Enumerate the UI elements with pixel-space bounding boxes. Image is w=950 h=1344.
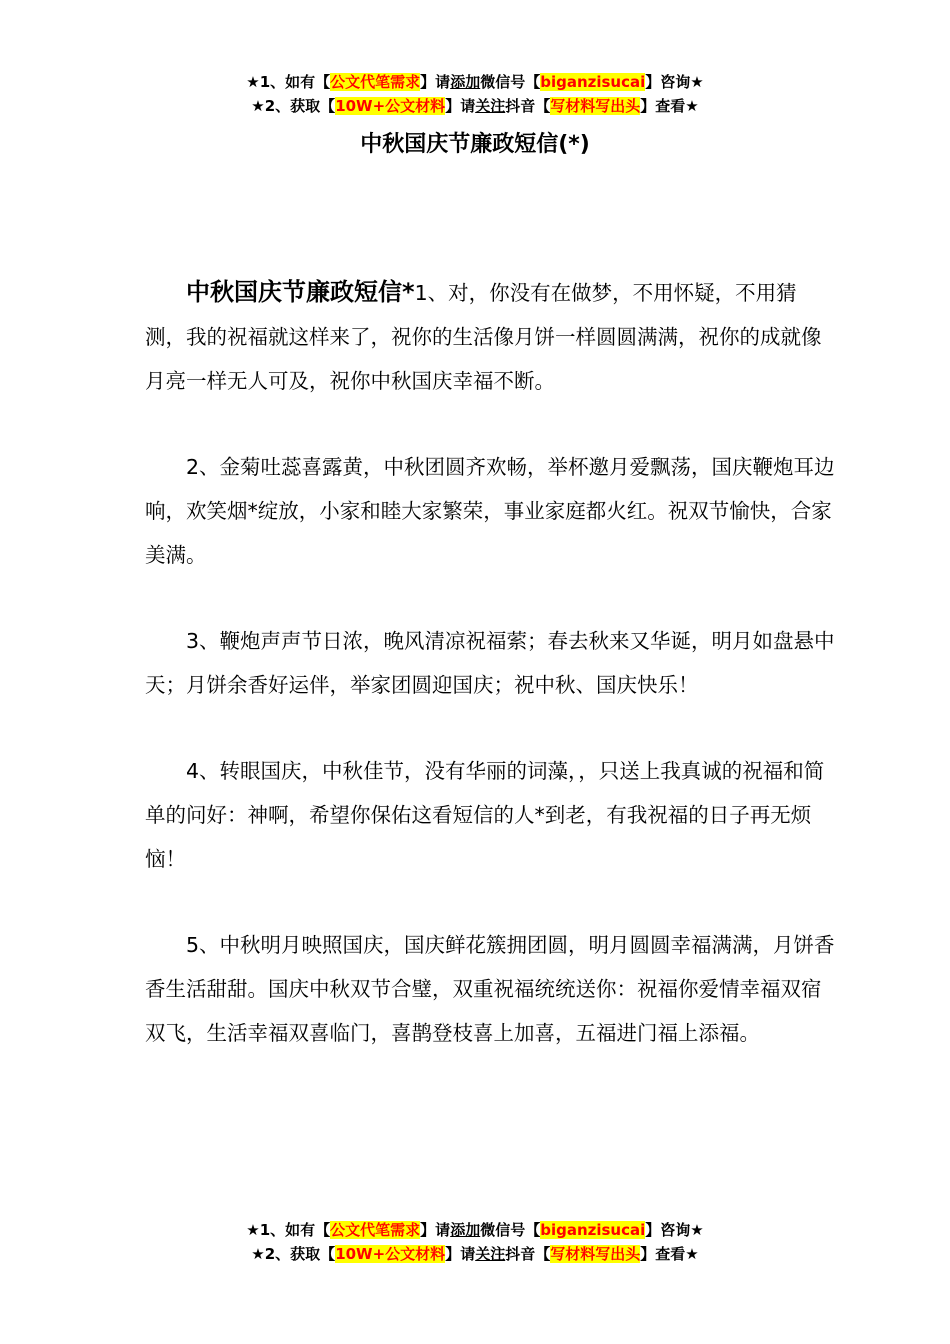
banner-text: ★2、获取【: [251, 97, 336, 115]
banner-text: 微信号【: [480, 73, 541, 91]
highlight-wechat-id: biganzisucai: [540, 1221, 646, 1239]
banner-text: 】请: [445, 97, 476, 115]
banner-text: ★2、获取【: [251, 1245, 336, 1263]
header-banner: [0, 70, 950, 118]
document-title: 中秋国庆节廉政短信(*): [360, 132, 590, 157]
banner-text: 】请: [420, 1221, 451, 1239]
paragraph-5: 5、中秋明月映照国庆，国庆鲜花簇拥团圆，明月圆圆幸福满满，月饼香香生活甜甜。国庆中秋双节合璧，双重祝福统统送你：祝福你爱情幸福双宿双飞，生活幸福双喜临门，喜鹊登枝喜上加喜，五福进门福上添福。: [145, 933, 835, 1045]
banner-text: 】请: [420, 73, 451, 91]
document-body: [145, 270, 835, 1097]
highlight-service: 公文代笔需求: [330, 73, 421, 91]
banner-text: 微信号【: [480, 1221, 541, 1239]
banner-line-2: [0, 1242, 950, 1266]
lead-heading: 中秋国庆节廉政短信*: [186, 278, 415, 306]
highlight-service: 公文代笔需求: [330, 1221, 421, 1239]
banner-text: ★1、如有【: [246, 1221, 331, 1239]
banner-line-1: [0, 70, 950, 94]
banner-text: 抖音【: [505, 97, 551, 115]
banner-line-1: [0, 1218, 950, 1242]
highlight-douyin: 写材料写出头: [550, 97, 641, 115]
banner-text: 】咨询★: [645, 1221, 704, 1239]
paragraph-3: 3、鞭炮声声节日浓，晚风清凉祝福萦；春去秋来又华诞，明月如盘悬中天；月饼余香好运伴，举家团圆迎国庆；祝中秋、国庆快乐！: [145, 629, 835, 697]
highlight-wechat-id: biganzisucai: [540, 73, 646, 91]
highlight-materials: 10W+公文材料: [335, 1245, 446, 1263]
paragraph-1: [145, 270, 835, 403]
underlined-text: 添加: [450, 73, 481, 91]
footer-banner: [0, 1218, 950, 1266]
highlight-douyin: 写材料写出头: [550, 1245, 641, 1263]
banner-text: 】查看★: [640, 1245, 699, 1263]
banner-text: 】查看★: [640, 97, 699, 115]
paragraph-text: 1、对，你没有在做梦，不用怀疑，不用猜测，我的祝福就这样来了，祝你的生活像月饼一样圆圆满满，祝你的成就像月亮一样无人可及，祝你中秋国庆幸福不断。: [145, 281, 822, 393]
banner-text: ★1、如有【: [246, 73, 331, 91]
highlight-materials: 10W+公文材料: [335, 97, 446, 115]
banner-text: 抖音【: [505, 1245, 551, 1263]
underlined-text: 关注: [475, 1245, 506, 1263]
banner-text: 】请: [445, 1245, 476, 1263]
paragraph-2: 2、金菊吐蕊喜露黄，中秋团圆齐欢畅，举杯邀月爱飘荡，国庆鞭炮耳边响，欢笑烟*绽放，小家和睦大家繁荣，事业家庭都火红。祝双节愉快，合家美满。: [145, 455, 835, 567]
banner-line-2: [0, 94, 950, 118]
underlined-text: 添加: [450, 1221, 481, 1239]
paragraph-4: 4、转眼国庆，中秋佳节，没有华丽的词藻，，只送上我真诚的祝福和简单的问好：神啊，希望你保佑这看短信的人*到老，有我祝福的日子再无烦恼！: [145, 759, 825, 871]
banner-text: 】咨询★: [645, 73, 704, 91]
underlined-text: 关注: [475, 97, 506, 115]
